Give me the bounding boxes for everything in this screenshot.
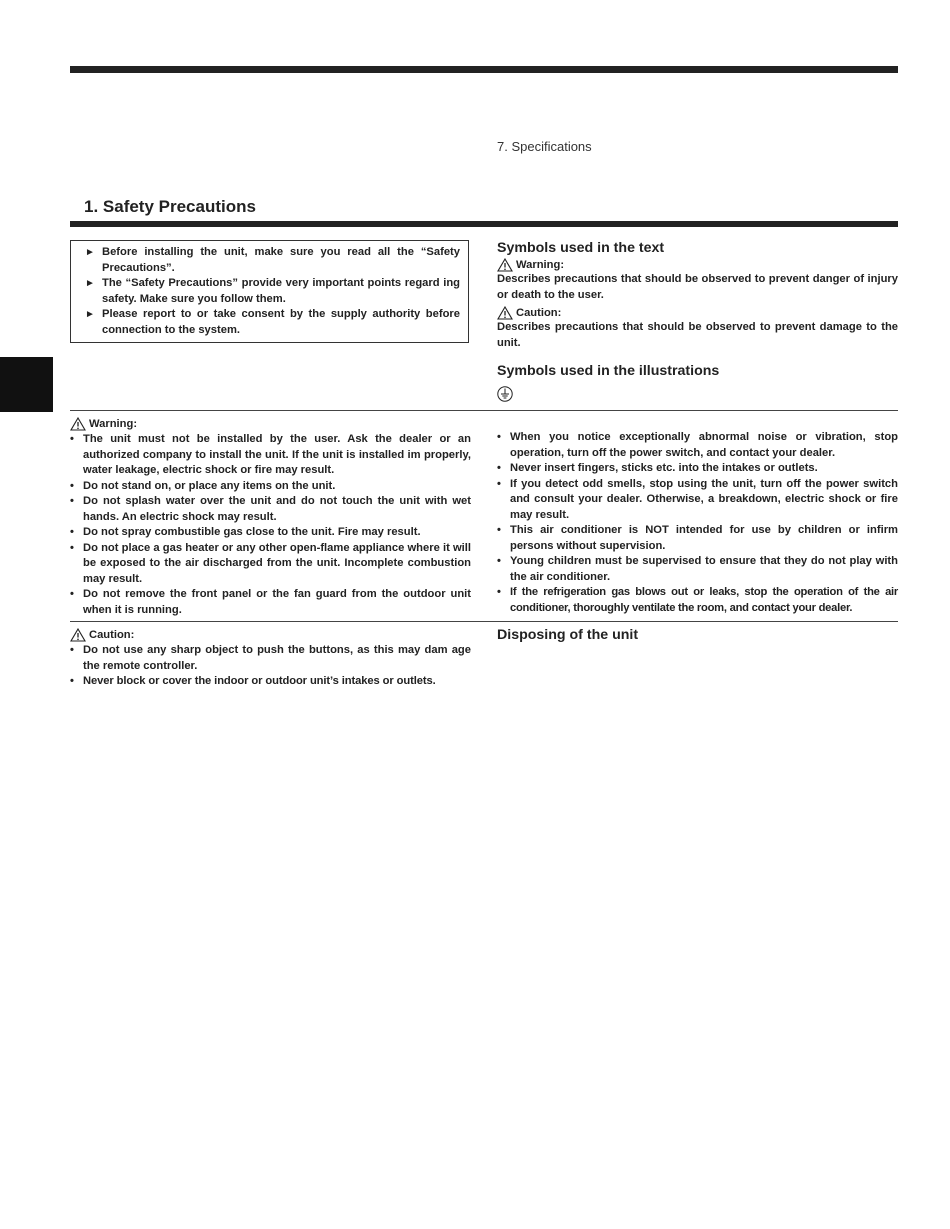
list-item: • Young children must be supervised to ensure that they do not play with the air conditioner. [497, 555, 898, 583]
list-item: • When you notice exceptionally abnormal noise or vibration, stop operation, turn off the power switch, and contact your dealer. [497, 431, 898, 459]
arrow-icon: ► [85, 309, 95, 320]
list-item: • Do not splash water over the unit and do not touch the unit with wet hands. An electric shock may result. [70, 495, 471, 523]
warning-section-left [70, 417, 471, 618]
intro-box [70, 240, 469, 343]
top-rule [70, 66, 898, 73]
divider [70, 621, 898, 622]
list-item: • If the refrigeration gas blows out or leaks, stop the operation of the air conditioner, thoroughly ventilate the room, and contact your dealer. [497, 586, 898, 614]
list-item: • Do not remove the front panel or the fan guard from the outdoor unit when it is running. [70, 588, 471, 616]
warning-list-left [70, 432, 471, 618]
section-title: 1. Safety Precautions [84, 197, 256, 216]
symbols-text-heading: Symbols used in the text [497, 240, 665, 256]
ground-icon [497, 386, 513, 402]
warning-list-right [497, 430, 898, 616]
intro-list [71, 241, 468, 338]
section-rule [70, 221, 898, 227]
divider [70, 410, 898, 411]
caution-heading: Caution: [70, 628, 471, 642]
arrow-icon: ► [85, 247, 95, 258]
list-item: • This air conditioner is NOT intended for use by children or infirm persons without supervision. [497, 524, 898, 552]
list-item: • Never insert fingers, sticks etc. into the intakes or outlets. [497, 462, 818, 474]
list-item: • Do not spray combustible gas close to the unit. Fire may result. [70, 526, 421, 538]
symbols-illustrations-heading: Symbols used in the illustrations [497, 363, 720, 379]
warning-label: Warning: [497, 258, 898, 272]
list-item: • Do not use any sharp object to push the buttons, as this may dam age the remote controller. [70, 644, 471, 672]
disposing-heading: Disposing of the unit [497, 627, 639, 643]
warning-triangle-icon [497, 258, 513, 272]
warning-description: Describes precautions that should be observed to prevent danger of injury or death to the user. [497, 273, 898, 301]
warning-triangle-icon [70, 417, 86, 431]
list-item: • If you detect odd smells, stop using the unit, turn off the power switch and consult your dealer. Otherwise, a breakdown, electric shock or fire may result. [497, 477, 898, 521]
warning-heading: Warning: [70, 417, 471, 431]
list-item: • Do not place a gas heater or any other open-flame appliance where it will be exposed to the air discharged from the unit. Incomplete combustion may result. [70, 541, 471, 585]
caution-triangle-icon [497, 306, 513, 320]
warning-section-right [497, 430, 898, 616]
caution-section [70, 628, 471, 690]
intro-item: ► Please report to or take consent by the supply authority before connection to the system. [85, 308, 460, 336]
side-language-tab [0, 357, 53, 412]
caution-triangle-icon [70, 628, 86, 642]
list-item: • Never block or cover the indoor or outdoor unit’s intakes or outlets. [70, 675, 436, 687]
list-item: • The unit must not be installed by the user. Ask the dealer or an authorized company to install the unit. If the unit is installed im properly, water leakage, electric shock or fire may result. [70, 433, 471, 476]
list-item: • Do not stand on, or place any items on the unit. [70, 479, 336, 492]
caution-label: Caution: [497, 306, 898, 320]
caution-description: Describes precautions that should be observed to prevent damage to the unit. [497, 321, 898, 349]
arrow-icon: ► [85, 278, 95, 289]
caution-list [70, 643, 471, 690]
intro-item: ► The “Safety Precautions” provide very important points regard ing safety. Make sure you follow them. [85, 277, 460, 305]
intro-item: ► Before installing the unit, make sure you read all the “Safety Precautions”. [85, 246, 460, 274]
symbols-text-block [497, 240, 898, 351]
toc-item-specifications[interactable]: 7. Specifications [497, 139, 592, 154]
